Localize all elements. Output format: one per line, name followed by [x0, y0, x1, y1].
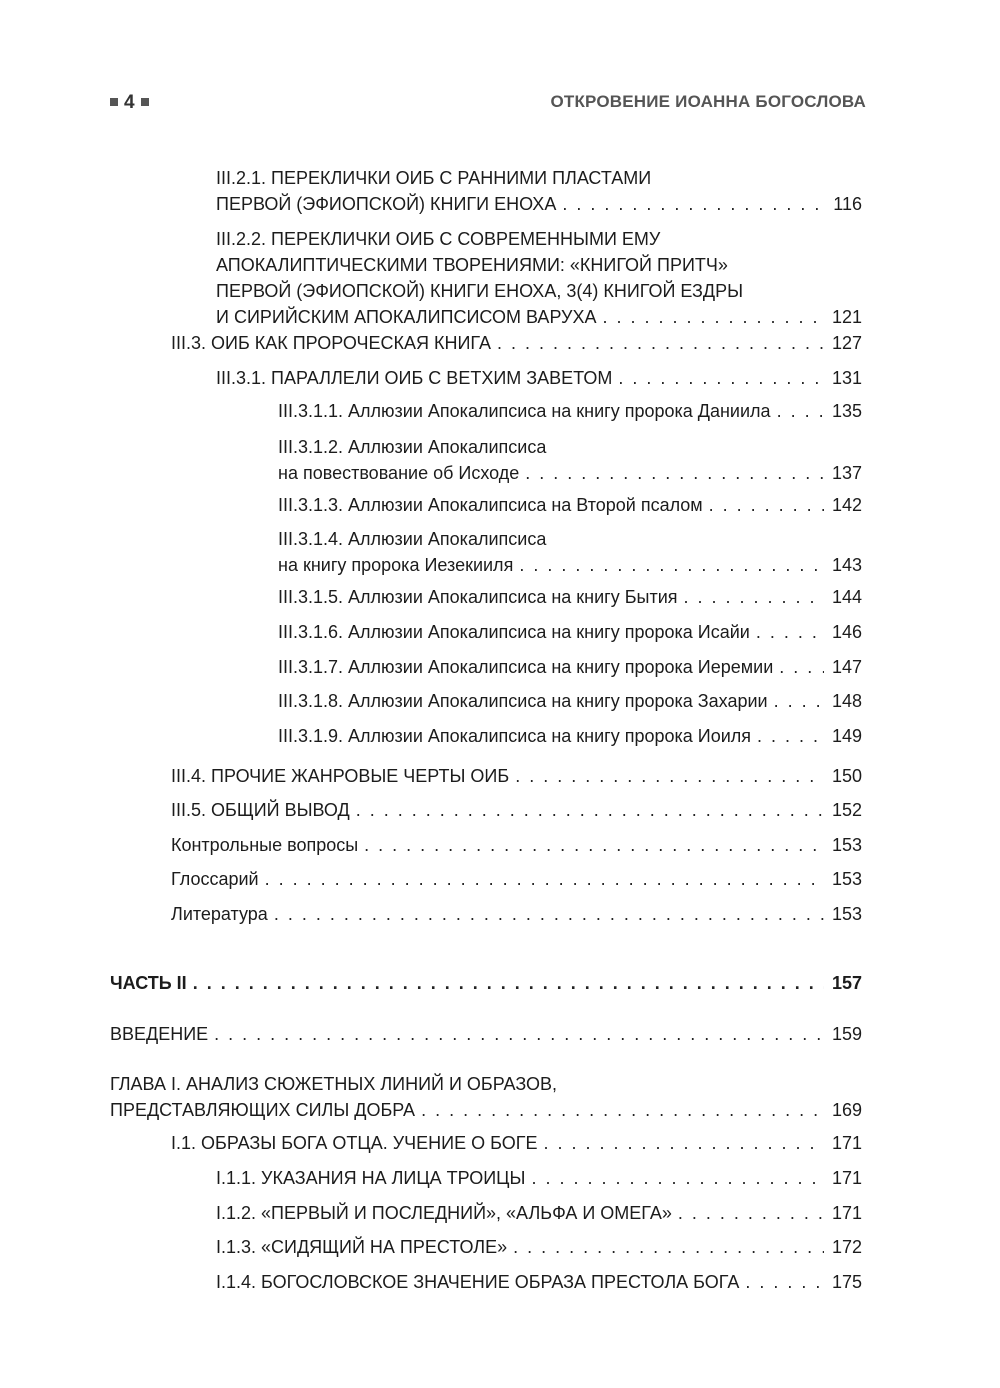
- toc-entry-row: [216, 1234, 862, 1260]
- toc-entry: [216, 1200, 862, 1226]
- toc-entry: [110, 1021, 862, 1047]
- dot-leader: [265, 866, 824, 892]
- dot-leader: [684, 584, 824, 610]
- toc-entry-row: [171, 1130, 862, 1156]
- toc-entry: [278, 654, 862, 680]
- toc-entry-row: [171, 330, 862, 356]
- toc-entry-title-line: I.1.3. «СИДЯЩИЙ НА ПРЕСТОЛЕ»: [216, 1237, 508, 1257]
- toc-entry-row: [278, 460, 862, 486]
- toc-entry-row: [278, 552, 862, 578]
- toc-page-number: 152: [831, 800, 862, 820]
- dot-leader: [525, 460, 824, 486]
- dot-leader: [543, 1130, 824, 1156]
- toc-entry: [278, 723, 862, 749]
- toc-entry-title-line: на повествование об Исходе: [278, 463, 520, 483]
- dot-leader: [497, 330, 824, 356]
- toc-entry: [278, 584, 862, 610]
- dot-leader: [756, 619, 824, 645]
- toc-page-number: 127: [831, 333, 862, 353]
- toc-entry-title-line: ПЕРВОЙ (ЭФИОПСКОЙ) КНИГИ ЕНОХА, 3(4) КНИГОЙ ЕЗДРЫ: [216, 281, 744, 301]
- page-number: 4: [124, 92, 135, 113]
- toc-entry-title-line: Литература: [171, 904, 268, 924]
- toc-entry: [171, 797, 862, 823]
- toc-page-number: 171: [831, 1168, 862, 1188]
- toc-entry-title-line: I.1.2. «ПЕРВЫЙ И ПОСЛЕДНИЙ», «АЛЬФА И ОМЕГА»: [216, 1203, 672, 1223]
- toc-entry-row: [171, 866, 862, 892]
- toc-entry-title-line: I.1. ОБРАЗЫ БОГА ОТЦА. УЧЕНИЕ О БОГЕ: [171, 1133, 538, 1153]
- toc-entry-row: [216, 1269, 862, 1295]
- toc-entry: [171, 901, 862, 927]
- toc-entry-title-line: III.2.2. ПЕРЕКЛИЧКИ ОИБ С СОВРЕМЕННЫМИ ЕМУ: [216, 229, 661, 249]
- toc-entry-title-line: III.3.1.2. Аллюзии Апокалипсиса: [278, 437, 547, 457]
- toc-page-number: 121: [831, 307, 862, 327]
- toc-entry-row: [216, 304, 862, 330]
- toc-entry-title-line: на книгу пророка Иезекииля: [278, 555, 514, 575]
- book-title: ОТКРОВЕНИЕ ИОАННА БОГОСЛОВА: [550, 92, 866, 111]
- toc-page-number: 153: [831, 835, 862, 855]
- toc-entry-row: [216, 365, 862, 391]
- square-bullet-icon: [141, 98, 149, 106]
- toc-entry-row: [278, 654, 862, 680]
- toc-entry-title-line: III.3.1. ПАРАЛЛЕЛИ ОИБ С ВЕТХИМ ЗАВЕТОМ: [216, 368, 613, 388]
- dot-leader: [274, 901, 824, 927]
- dot-leader: [513, 1234, 824, 1260]
- toc-entry-title-line: III.3.1.7. Аллюзии Апокалипсиса на книгу пророка Иеремии: [278, 657, 774, 677]
- toc-entry-title-line: ГЛАВА I. АНАЛИЗ СЮЖЕТНЫХ ЛИНИЙ И ОБРАЗОВ,: [110, 1074, 558, 1094]
- toc-entry: [216, 365, 862, 391]
- toc-page-number: 175: [831, 1272, 862, 1292]
- toc-entry-row: [278, 619, 862, 645]
- toc-entry: [110, 970, 862, 996]
- toc-entry: [278, 526, 862, 578]
- dot-leader: [774, 688, 824, 714]
- toc-entry-row: [110, 1097, 862, 1123]
- dot-leader: [618, 365, 824, 391]
- toc-entry: [278, 398, 862, 424]
- toc-entry-title-line: Глоссарий: [171, 869, 259, 889]
- toc-page-number: 146: [831, 622, 862, 642]
- running-header: [110, 92, 866, 116]
- toc-page-number: 131: [831, 368, 862, 388]
- toc-entry-title-line: I.1.1. УКАЗАНИЯ НА ЛИЦА ТРОИЦЫ: [216, 1168, 526, 1188]
- toc-entry-title-line: III.3.1.6. Аллюзии Апокалипсиса на книгу пророка Исайи: [278, 622, 750, 642]
- toc-entry-row: [278, 723, 862, 749]
- toc-page-number: 142: [831, 495, 862, 515]
- page-number-block: [110, 92, 149, 114]
- dot-leader: [519, 552, 824, 578]
- toc-entry: [278, 619, 862, 645]
- toc-entry-row: [278, 492, 862, 518]
- toc-entry-title-line: III.3.1.4. Аллюзии Апокалипсиса: [278, 529, 547, 549]
- dot-leader: [364, 832, 824, 858]
- toc-entry: [278, 434, 862, 486]
- dot-leader: [757, 723, 824, 749]
- toc-entry: [216, 1269, 862, 1295]
- toc-entry-title-line: III.3.1.9. Аллюзии Апокалипсиса на книгу пророка Иоиля: [278, 726, 752, 746]
- toc-entry-row: [171, 797, 862, 823]
- dot-leader: [421, 1097, 824, 1123]
- toc-entry-row: [171, 832, 862, 858]
- toc-entry: [171, 763, 862, 789]
- toc-page-number: 153: [831, 869, 862, 889]
- toc-entry: [278, 688, 862, 714]
- dot-leader: [214, 1021, 824, 1047]
- toc-entry-title-line: III.3.1.5. Аллюзии Апокалипсиса на книгу Бытия: [278, 587, 678, 607]
- toc-page-number: 172: [831, 1237, 862, 1257]
- toc-entry-title-line: III.3.1.8. Аллюзии Апокалипсиса на книгу пророка Захарии: [278, 691, 768, 711]
- toc-entry-title-line: ЧАСТЬ II: [110, 973, 187, 993]
- toc-page-number: 148: [831, 691, 862, 711]
- dot-leader: [356, 797, 824, 823]
- toc-entry-title-line: III.3.1.1. Аллюзии Апокалипсиса на книгу пророка Даниила: [278, 401, 771, 421]
- square-bullet-icon: [110, 98, 118, 106]
- toc-entry-row: [171, 763, 862, 789]
- toc-entry-row: [216, 191, 862, 217]
- toc-entry-title-line: Контрольные вопросы: [171, 835, 359, 855]
- dot-leader: [678, 1200, 824, 1226]
- toc-entry-title-line: И СИРИЙСКИМ АПОКАЛИПСИСОМ ВАРУХА: [216, 307, 597, 327]
- toc-entry: [216, 226, 862, 330]
- toc-entry: [278, 492, 862, 518]
- toc-entry-title-line: ВВЕДЕНИЕ: [110, 1024, 209, 1044]
- toc-page-number: 144: [831, 587, 862, 607]
- toc-entry-title-line: III.5. ОБЩИЙ ВЫВОД: [171, 800, 350, 820]
- dot-leader: [515, 763, 824, 789]
- dot-leader: [603, 304, 825, 330]
- toc-entry-row: [278, 584, 862, 610]
- toc-entry-row: [216, 1165, 862, 1191]
- dot-leader: [777, 398, 824, 424]
- toc-entry-title-line: I.1.4. БОГОСЛОВСКОЕ ЗНАЧЕНИЕ ОБРАЗА ПРЕСТОЛА БОГА: [216, 1272, 740, 1292]
- toc-page-number: 135: [831, 401, 862, 421]
- toc-entry: [216, 1165, 862, 1191]
- toc-entry: [216, 165, 862, 217]
- toc-entry-title-line: III.4. ПРОЧИЕ ЖАНРОВЫЕ ЧЕРТЫ ОИБ: [171, 766, 510, 786]
- toc-entry: [171, 330, 862, 356]
- toc-page-number: 157: [831, 973, 862, 993]
- dot-leader: [531, 1165, 824, 1191]
- toc-entry-row: [278, 688, 862, 714]
- toc-page-number: 171: [831, 1133, 862, 1153]
- toc-entry-row: [171, 901, 862, 927]
- toc-entry-title-line: III.3. ОИБ КАК ПРОРОЧЕСКАЯ КНИГА: [171, 333, 491, 353]
- dot-leader: [709, 492, 824, 518]
- toc-entry: [216, 1234, 862, 1260]
- toc-page-number: 171: [831, 1203, 862, 1223]
- toc-entry-title-line: ПРЕДСТАВЛЯЮЩИХ СИЛЫ ДОБРА: [110, 1100, 416, 1120]
- toc-page-number: 116: [833, 194, 862, 214]
- toc-entry: [110, 1071, 862, 1123]
- dot-leader: [745, 1269, 824, 1295]
- toc-page-number: 147: [831, 657, 862, 677]
- dot-leader: [193, 970, 824, 996]
- toc-entry: [171, 1130, 862, 1156]
- toc-entry-row: [278, 398, 862, 424]
- toc-page-number: 149: [831, 726, 862, 746]
- toc-entry-title-line: АПОКАЛИПТИЧЕСКИМИ ТВОРЕНИЯМИ: «КНИГОЙ ПРИТЧ»: [216, 255, 728, 275]
- toc-entry-title-line: ПЕРВОЙ (ЭФИОПСКОЙ) КНИГИ ЕНОХА: [216, 194, 557, 214]
- toc-entry: [171, 832, 862, 858]
- toc-page-number: 143: [831, 555, 862, 575]
- toc-page-number: 150: [831, 766, 862, 786]
- toc-entry: [171, 866, 862, 892]
- dot-leader: [562, 191, 824, 217]
- toc-page-number: 137: [831, 463, 862, 483]
- dot-leader: [779, 654, 824, 680]
- toc-page-number: 159: [831, 1024, 862, 1044]
- toc-entry-row: [110, 970, 862, 996]
- toc-page-number: 153: [831, 904, 862, 924]
- toc-entry-row: [216, 1200, 862, 1226]
- toc-page-number: 169: [831, 1100, 862, 1120]
- toc-entry-title-line: III.2.1. ПЕРЕКЛИЧКИ ОИБ С РАННИМИ ПЛАСТАМИ: [216, 168, 652, 188]
- toc-entry-title-line: III.3.1.3. Аллюзии Апокалипсиса на Второй псалом: [278, 495, 703, 515]
- toc-entry-row: [110, 1021, 862, 1047]
